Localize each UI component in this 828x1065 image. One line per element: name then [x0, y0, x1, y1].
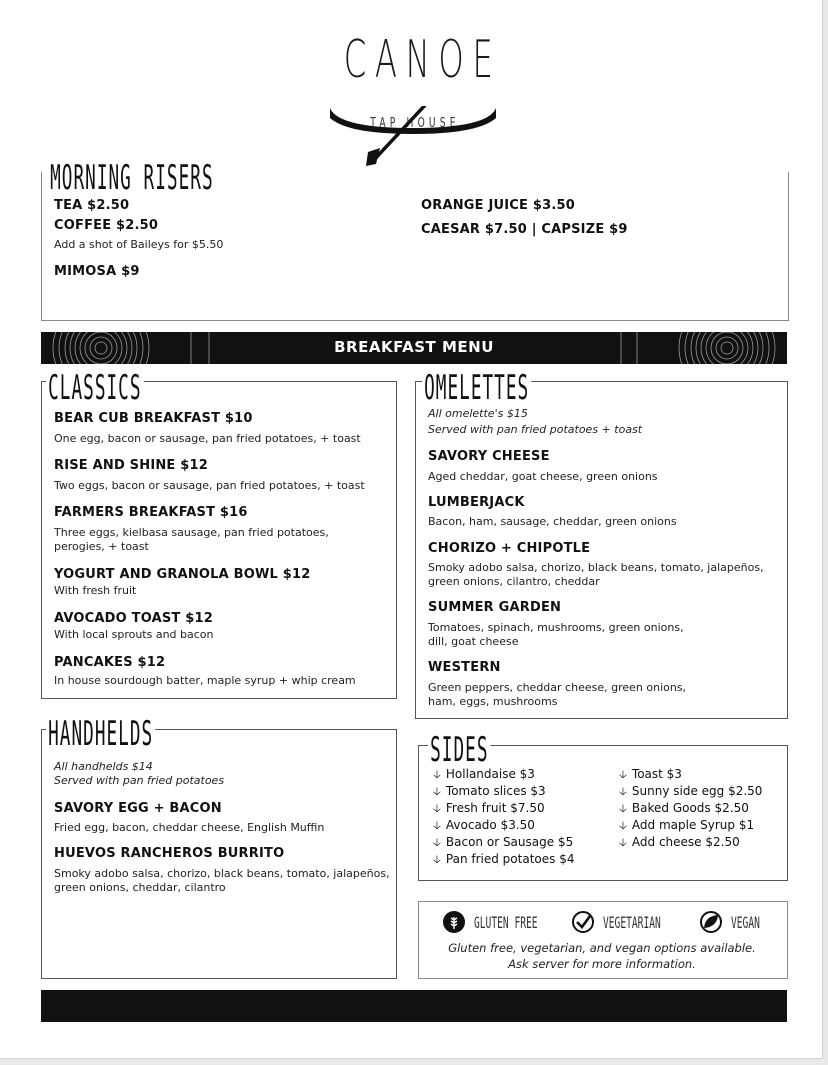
checkmark-icon	[571, 910, 595, 934]
list-item: 🡣 Toast $3	[619, 767, 682, 781]
handhelds-price-note: All handhelds $14	[54, 760, 153, 773]
menu-item-name: CHORIZO + CHIPOTLE	[428, 541, 591, 556]
list-item: 🡣 Avocado $3.50	[433, 818, 535, 832]
list-item: 🡣 Add cheese $2.50	[619, 835, 740, 849]
arrow-down-icon: 🡣	[433, 836, 441, 849]
omelettes-served-note: Served with pan fried potatoes + toast	[428, 423, 643, 436]
legend-note-line2: Ask server for more information.	[508, 957, 696, 971]
menu-item-name: SAVORY EGG + BACON	[54, 801, 222, 816]
menu-item-name: RISE AND SHINE $12	[54, 458, 208, 473]
vegan-key: VEGAN	[699, 910, 779, 934]
sides-list-left	[433, 766, 574, 868]
list-item: 🡣 Baked Goods $2.50	[619, 801, 749, 815]
omelettes-price-note: All omelette's $15	[428, 407, 528, 420]
menu-item-desc: Fried egg, bacon, cheddar cheese, English Muffin	[54, 821, 325, 834]
arrow-down-icon: 🡣	[619, 802, 627, 815]
gluten-free-key: GLUTEN FREE	[442, 910, 580, 934]
menu-item-desc: In house sourdough batter, maple syrup + whip cream	[54, 674, 356, 687]
arrow-down-icon: 🡣	[433, 768, 441, 781]
arrow-down-icon: 🡣	[619, 819, 627, 832]
menu-item-desc: Two eggs, bacon or sausage, pan fried potatoes, + toast	[54, 479, 365, 492]
menu-item-desc: green onions, cilantro, cheddar	[428, 575, 600, 588]
banner-label: BREAKFAST MENU	[334, 338, 494, 356]
list-item: 🡣 Tomato slices $3	[433, 784, 546, 798]
menu-item-desc: Aged cheddar, goat cheese, green onions	[428, 470, 658, 483]
menu-item-name: WESTERN	[428, 660, 501, 675]
brand-name: CANOE	[343, 30, 502, 90]
handhelds-served-note: Served with pan fried potatoes	[54, 774, 225, 787]
menu-item-desc: Smoky adobo salsa, chorizo, black beans, tomato, jalapeños,	[428, 561, 764, 574]
omelettes-title: OMELETTES	[422, 368, 531, 408]
menu-item-desc: One egg, bacon or sausage, pan fried potatoes, + toast	[54, 432, 361, 445]
list-item: 🡣 Hollandaise $3	[433, 767, 535, 781]
menu-item-desc: Three eggs, kielbasa sausage, pan fried potatoes,	[54, 526, 329, 539]
arrow-down-icon: 🡣	[619, 836, 627, 849]
menu-item-desc: Bacon, ham, sausage, cheddar, green onions	[428, 515, 677, 528]
menu-item-name: MIMOSA $9	[54, 264, 140, 279]
menu-item-name: TEA $2.50	[54, 198, 130, 213]
menu-item-name: LUMBERJACK	[428, 495, 525, 510]
menu-item-name: ORANGE JUICE $3.50	[421, 198, 575, 213]
brand-tagline: TAP HOUSE	[370, 116, 460, 131]
list-item: 🡣 Fresh fruit $7.50	[433, 801, 545, 815]
classics-title: CLASSICS	[46, 368, 144, 408]
menu-item-name: AVOCADO TOAST $12	[54, 611, 213, 626]
canoe-icon	[328, 106, 498, 166]
menu-item-desc: Green peppers, cheddar cheese, green onions,	[428, 681, 687, 694]
menu-item-name: BEAR CUB BREAKFAST $10	[54, 411, 253, 426]
arrow-down-icon: 🡣	[619, 768, 627, 781]
menu-item-desc: Add a shot of Baileys for $5.50	[54, 238, 224, 251]
handhelds-title: HANDHELDS	[46, 714, 155, 754]
menu-item-name: SAVORY CHEESE	[428, 449, 550, 464]
menu-item-name: SUMMER GARDEN	[428, 600, 562, 615]
list-item: 🡣 Add maple Syrup $1	[619, 818, 755, 832]
legend-note-line1: Gluten free, vegetarian, and vegan options available.	[448, 941, 756, 955]
brand-logo	[300, 28, 530, 138]
arrow-down-icon: 🡣	[433, 785, 441, 798]
menu-item-name: PANCAKES $12	[54, 655, 166, 670]
menu-item-desc: With fresh fruit	[54, 584, 137, 597]
footer-bar	[41, 990, 787, 1022]
menu-item-desc: green onions, cheddar, cilantro	[54, 881, 226, 894]
menu-item-name: HUEVOS RANCHEROS BURRITO	[54, 846, 285, 861]
menu-item-desc: Smoky adobo salsa, chorizo, black beans, tomato, jalapeños,	[54, 867, 390, 880]
list-item: 🡣 Sunny side egg $2.50	[619, 784, 763, 798]
sides-list-right	[619, 766, 762, 851]
menu-item-desc: With local sprouts and bacon	[54, 628, 214, 641]
list-item: 🡣 Pan fried potatoes $4	[433, 852, 575, 866]
menu-item-name: FARMERS BREAKFAST $16	[54, 505, 248, 520]
menu-item-desc: Tomatoes, spinach, mushrooms, green onions,	[428, 621, 684, 634]
breakfast-menu-banner	[41, 332, 787, 364]
leaf-icon	[699, 910, 723, 934]
arrow-down-icon: 🡣	[433, 853, 441, 866]
menu-item-desc: dill, goat cheese	[428, 635, 519, 648]
menu-item-name: CAESAR $7.50 | CAPSIZE $9	[421, 222, 628, 237]
menu-item-desc: perogies, + toast	[54, 540, 149, 553]
wheat-icon	[442, 910, 466, 934]
list-item: 🡣 Bacon or Sausage $5	[433, 835, 574, 849]
arrow-down-icon: 🡣	[619, 785, 627, 798]
arrow-down-icon: 🡣	[433, 802, 441, 815]
menu-item-desc: ham, eggs, mushrooms	[428, 695, 558, 708]
menu-item-name: COFFEE $2.50	[54, 218, 159, 233]
morning-risers-title: MORNING RISERS	[48, 158, 216, 198]
vegetarian-key: VEGETARIAN	[571, 910, 699, 934]
arrow-down-icon: 🡣	[433, 819, 441, 832]
sides-title: SIDES	[428, 730, 491, 770]
menu-item-name: YOGURT AND GRANOLA BOWL $12	[54, 567, 311, 582]
